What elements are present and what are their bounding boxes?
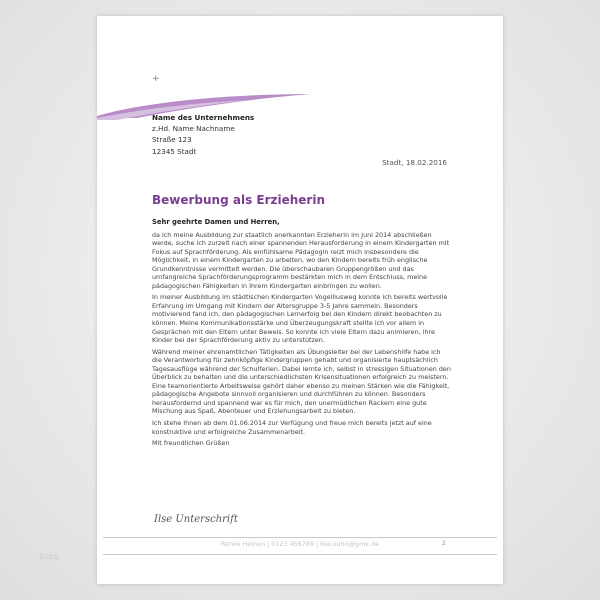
handwritten-signature: [152, 505, 238, 529]
signature-text: Ilse Unterschrift: [154, 514, 238, 525]
paragraph-2: In meiner Ausbildung im städtischen Kindergarten Vogelliusweg konnte ich bereits wertvolle Erfahrung im Umgang mit Kindern der Altersgruppe 3-5 Jahre sammeln. Besonders motivierend fand ich, den pädagogischen Lernerfolg bei den Kindern direkt beobachten zu können. Meine Kommunikationsstärke und Überzeugungskraft stellte ich vor allem in Gesprächen mit den Eltern unter Beweis. So konnte ich viele Eltern dazu animieren, ihre Kinder bei der Sprachförderung aktiv zu unterstützen.: [152, 293, 448, 345]
footer-divider-top: [103, 537, 497, 538]
page-number: 2: [441, 539, 446, 547]
recipient-city: 12345 Stadt: [152, 146, 197, 156]
watermark-text: blog: [40, 552, 60, 561]
recipient-contact: z.Hd. Name Nachname: [152, 124, 235, 134]
footer-contact: Renke Heinen | 0123 456789 | ilse.kuhn@gmx.de: [220, 540, 380, 548]
paragraph-1: da ich meine Ausbildung zur staatlich anerkannten Erzieherin im Juni 2014 abschließen werde, suche ich zurzeit nach einer spannenden Herausforderung in einem Kindergarten mit Fokus auf Sprachförderung. Als einfühlsame Pädagogin reizt mich insbesondere die Möglichkeit, in einem Kindergarten zu arbeiten, wo den Kindern bereits früh englische Grundkenntnisse vermittelt werden. Die überschaubaren Gruppengrößen und das umfangreiche Sprachförderungsprogramm bestärkten mich in dem Entschluss, meine pädagogischen Fähigkeiten in Ihrem Kindergarten einbringen zu wollen.: [152, 230, 450, 290]
recipient-street: Straße 123: [152, 135, 192, 145]
document-page: [97, 16, 503, 584]
plus-mark: +: [152, 74, 160, 84]
recipient-address: [152, 112, 254, 157]
letter-body: [152, 218, 452, 451]
paragraph-4: Ich stehe Ihnen ab dem 01.06.2014 zur Verfügung und freue mich bereits jetzt auf eine konstruktive und erfolgreiche Zusammenarbeit.: [152, 419, 432, 436]
letter-subject: Bewerbung als Erzieherin: [152, 193, 326, 207]
letter-date: Stadt, 18.02.2016: [382, 158, 447, 167]
paragraph-3: Während meiner ehrenamtlichen Tätigkeiten als Übungsleiter bei der Lebenshilfe habe ich die Verantwortung für zehnköpfige Kindergruppen gehabt und organisierte hauptsächlich Tagesausflüge während der Schulferien. Dabei lernte ich, selbst in stressigen Situationen den Überblick zu behalten und die unterschiedlichsten Krisensituationen erfolgreich zu meistern. Eine teamorientierte Arbeitsweise gehört daher ebenso zu meinen Stärken wie die Fähigkeit, pädagogische Angebote sinnvoll organisieren und durchführen zu können. Besonders herausfordernd und spannend war es für mich, den unermüdlichen Rackern eine gute Mischung aus Spaß, Abenteuer und Erziehungsarbeit zu bieten.: [152, 347, 451, 416]
closing: Mit freundlichen Grüßen: [152, 439, 230, 448]
salutation: Sehr geehrte Damen und Herren,: [152, 218, 280, 226]
footer-divider-bottom: [103, 554, 497, 555]
recipient-company: Name des Unternehmens: [152, 113, 255, 122]
